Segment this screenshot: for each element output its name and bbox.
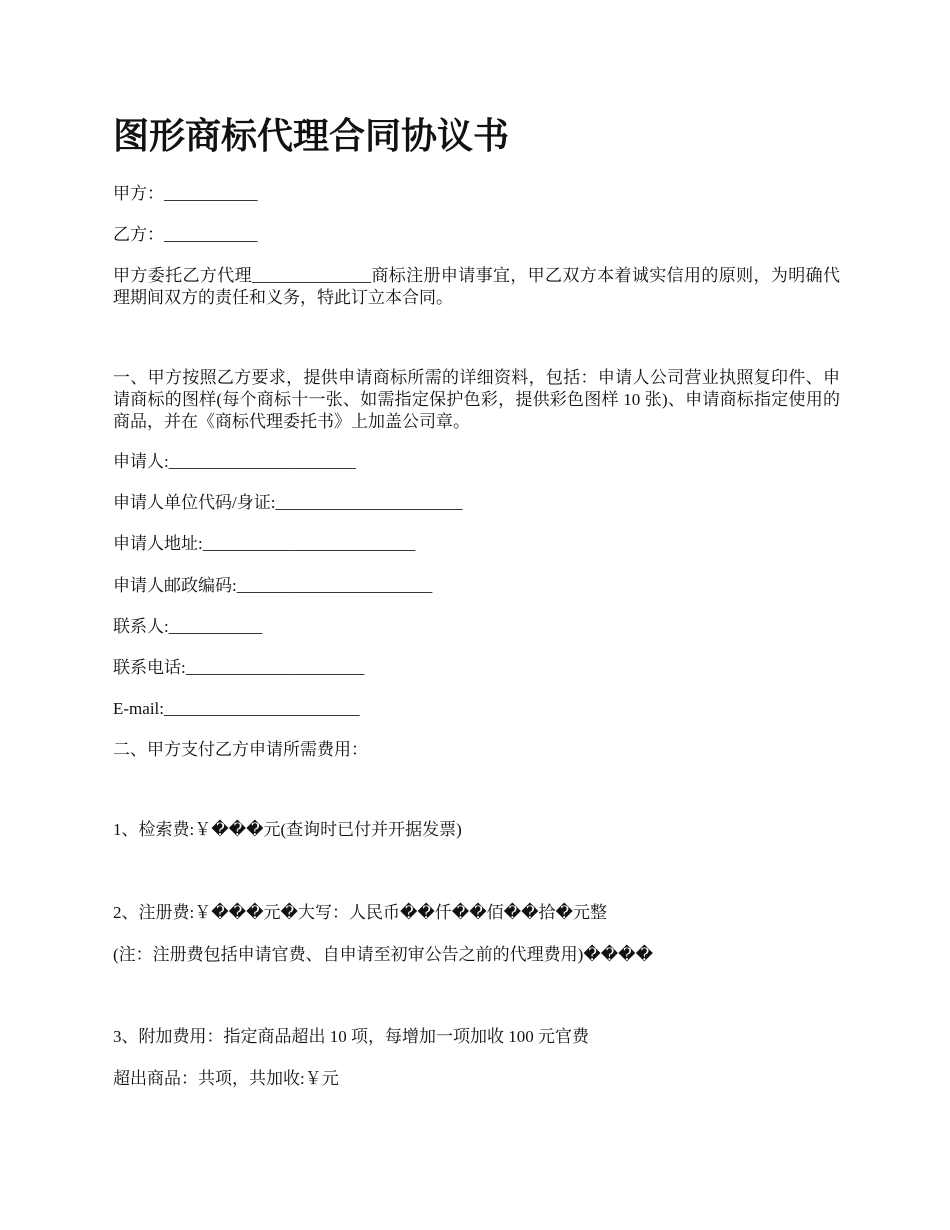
party-a-line: 甲方：___________ — [113, 184, 258, 203]
party-b-line: 乙方：___________ — [113, 225, 258, 244]
fee-additional-line: 3、附加费用：指定商品超出 10 项，每增加一项加收 100 元官费 — [113, 1027, 589, 1046]
fee-additional-extra: 超出商品：共项，共加收:￥元 — [113, 1069, 339, 1088]
applicant-field: 申请人:______________________ — [113, 452, 356, 471]
clause-two-heading: 二、甲方支付乙方申请所需费用： — [113, 740, 368, 759]
contact-phone-field: 联系电话:_____________________ — [113, 658, 365, 677]
fee-registration-note: (注：注册费包括申请官费、自申请至初审公告之前的代理费用)���� — [113, 945, 654, 964]
applicant-address-field: 申请人地址:_________________________ — [113, 534, 416, 553]
clause-one-paragraph: 一、甲方按照乙方要求，提供申请商标所需的详细资料，包括：申请人公司营业执照复印件、申请商标的图样(每个商标十一张、如需指定保护色彩，提供彩色图样 10 张)、申请商标指定使用的商品，并在《商标代理委托书》上加盖公司章。 — [113, 368, 840, 431]
document-title: 图形商标代理合同协议书 — [113, 116, 510, 156]
contact-field: 联系人:___________ — [113, 617, 263, 636]
fee-search-line: 1、检索费:￥���元(查询时已付并开据发票) — [113, 820, 462, 839]
document-page — [113, 0, 840, 1230]
email-field: E-mail:_______________________ — [113, 699, 360, 718]
fee-registration-line: 2、注册费:￥���元�大写：人民币��仟��佰��拾�元整 — [113, 903, 607, 922]
intro-paragraph: 甲方委托乙方代理______________商标注册申请事宜，甲乙双方本着诚实信用的原则，为明确代理期间双方的责任和义务，特此订立本合同。 — [113, 266, 840, 307]
applicant-postcode-field: 申请人邮政编码:_______________________ — [113, 576, 433, 595]
applicant-code-field: 申请人单位代码/身证:______________________ — [113, 493, 463, 512]
